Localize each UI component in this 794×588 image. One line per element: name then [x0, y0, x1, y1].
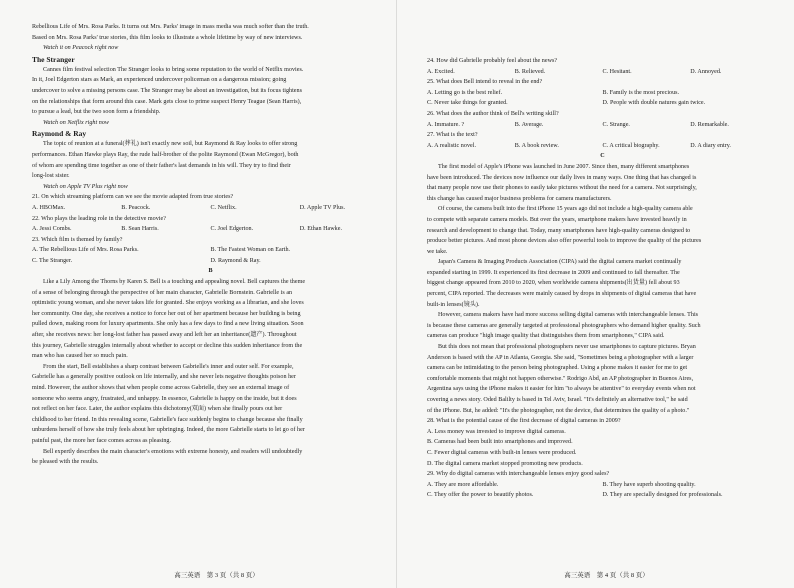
section-label: C [600, 153, 605, 160]
question-22-options [32, 224, 389, 235]
text-line: The first model of Apple's iPhone was launched in June 2007. Since then, many different smartphones [438, 163, 690, 170]
text-line: to pursue a lead, but the two soon form a friendship. [32, 109, 161, 116]
left-column [0, 22, 397, 468]
option: C. Never take things for granted. [427, 100, 508, 107]
option: A. Letting go is the best relief. [427, 89, 503, 96]
text-line: long-lost sister. [32, 173, 70, 180]
question-21-options [32, 203, 389, 214]
option: B. They have superb shooting quality. [602, 481, 696, 488]
question-25-options [427, 88, 778, 99]
option: A. The Rebellious Life of Mrs. Rosa Parks. [32, 247, 139, 254]
text-line: unburdens herself of how she truly feels about her upbringing. Indeed, the more Gabrielle starts to let go of her [32, 427, 305, 434]
text-line: someone who seems angry, frustrated, and unhappy. In essence, Gabrielle is happy on the inside, but it does [32, 395, 297, 402]
text-line: percent, CIPA reported. The decreases were mainly caused by drops in shipments of digital cameras that have [427, 291, 697, 298]
text-line: of the iPhone. But, he added: "It's the photographer, not the device, that determines the quality of a photo." [427, 407, 690, 414]
text-line: Based on Mrs. Rosa Parks' true stories, this film looks to illustrate a whole lifetime by way of new interviews. [32, 34, 303, 41]
text-line: not reflect on her face. Later, the author explains this dichotomy(双面) when she finally pours out her [32, 406, 283, 413]
option: B. A book review. [514, 142, 559, 149]
option: A. Jessi Combs. [32, 226, 72, 233]
option: D. A diary entry. [690, 142, 731, 149]
text-line: cameras can produce "high image quality that distinguishes them from smartphones," CIPA said. [427, 333, 665, 340]
text-line: comfortable moments that might not happen otherwise." Rodrigo Abd, an AP photographer in Buenos Aires, [427, 375, 694, 382]
text-line: Rebellious Life of Mrs. Rosa Parks. It turns out Mrs. Parks' image in mass media was much softer than the truth. [32, 24, 309, 30]
text-line: to compete with separate camera models. But over the years, smartphone makers have invested heavily in [427, 216, 687, 223]
text-line: Gabrielle has a generally positive outlook on life internally, and she never lets negative thoughts poison her [32, 374, 296, 381]
question-21: 21. On which streaming platform can we see the movie adapted from true stories? [32, 194, 234, 201]
text-line: man who has caused her so much pain. [32, 353, 128, 360]
text-line: undercover to solve a missing persons case. The Stranger may be about an investigation, but its focus tightens [32, 87, 302, 94]
text-line: But this does not mean that professional photographers never use smartphones to capture pictures. Bryan [438, 344, 696, 351]
text-line: painful past, the more her face comes across as pleasing. [32, 437, 172, 444]
option: B. The Fastest Woman on Earth. [210, 247, 291, 254]
watch-note: Watch on Netflix right now [43, 119, 109, 126]
option: C. Netflix. [210, 204, 237, 211]
text-line: Bell expertly describes the main character's emotions with extreme honesty, and readers will undoubtedly [43, 448, 303, 455]
text-line: childhood to her friend. In this revealing scene, Gabrielle's face suddenly begins to change because she finally [32, 416, 303, 423]
text-line: research and development to change that. Today, many smartphones have high-quality cameras designed to [427, 227, 691, 234]
text-line: biggest change appeared from 2010 to 2020, when worldwide camera shipments(出货量) fell about 93 [427, 280, 680, 287]
text-line: her community. One day, she receives a notice to force her out of her apartment because her building is being [32, 310, 301, 317]
text-line: In it, Joel Edgerton stars as Mark, an experienced undercover policeman on a dangerous mission; going [32, 77, 287, 84]
question-29-options [427, 490, 778, 501]
option: D. The digital camera market stopped promoting new products. [427, 460, 583, 467]
text-line: is because these cameras are generally targeted at professional photographers who demand higher quality. Such [427, 322, 701, 329]
option: C. Fewer digital cameras with built-in lenses were produced. [427, 449, 577, 456]
watch-note: Watch it on Peacock right now [43, 45, 119, 52]
option: C. They offer the power to beautify photos. [427, 492, 534, 499]
option: A. HBOMax. [32, 204, 66, 211]
question-23: 23. Which film is themed by family? [32, 236, 123, 243]
option: D. Ethan Hawke. [299, 226, 343, 233]
text-line: Of course, the camera built into the first iPhone 15 years ago did not include a high-quality camera able [438, 206, 693, 213]
option: C. The Stranger. [32, 257, 73, 264]
option: A. They are more affordable. [427, 481, 499, 488]
text-line: However, camera makers have had more success selling digital cameras with interchangeable lenses. This [438, 312, 699, 319]
text-line: performances. Ethan Hawke plays Ray, the rude half-brother of the polite Raymond (Ewan McGregor), both [32, 151, 299, 158]
text-line: we take. [427, 248, 448, 255]
text-line: Anderson is based with the AP in Atlanta, Georgia. She said, "Sometimes being a photographer with a larger [427, 354, 694, 361]
option: B. Relieved. [514, 68, 546, 75]
question-29-options [427, 480, 778, 491]
section-label: B [208, 268, 213, 275]
option: A. A realistic novel. [427, 142, 476, 149]
page-footer: 高三英语 第 3 页（共 8 页） [174, 572, 259, 579]
page-footer: 高三英语 第 4 页（共 8 页） [564, 572, 649, 579]
option: C. Hesitant. [602, 68, 632, 75]
text-line: Japan's Camera & Imaging Products Association (CIPA) said the digital camera market continually [438, 259, 682, 266]
question-23-options [32, 256, 389, 267]
option: D. People with double natures gain twice. [602, 100, 706, 107]
option: D. Apple TV Plus. [299, 204, 346, 211]
option: A. Less money was invested to improve digital cameras. [427, 428, 566, 435]
film-heading: The Stranger [32, 54, 75, 64]
question-26: 26. What does the author think of Bell's writing skill? [427, 110, 559, 117]
question-23-options [32, 245, 389, 256]
question-25: 25. What does Bell intend to reveal in the end? [427, 79, 543, 86]
text-line: optimistic young woman, and she never takes life for granted. She enjoys working as a librarian, and she loves [32, 300, 304, 307]
text-line: this journey, Gabrielle struggles internally about whether to accept or decline this sudden inheritance from the [32, 342, 303, 349]
text-line: The topic of reunion at a funeral(葬礼) isn't exactly new soil, but Raymond & Ray looks to offer strong [43, 141, 298, 148]
option: D. Raymond & Ray. [210, 257, 261, 264]
text-line: camera can be intimidating to the person being photographed. Using a phone makes it easier for me to get [427, 365, 688, 372]
option: C. Joel Edgerton. [210, 226, 254, 233]
text-line: Like a Lily Among the Thorns by Karen S. Bell is a touching and appealing novel. Bell captures the theme [43, 279, 306, 286]
option: B. Cameras had been built into smartphones and improved. [427, 439, 573, 446]
text-line: of whom are spending time together as one of their father's last demands in his will. They try to find their [32, 162, 291, 169]
text-line: be pleased with the results. [32, 459, 99, 466]
text-line: that many people now use their phones to easily take pictures without the need for a camera. Not surprisingly, [427, 185, 697, 192]
option: A. Excited. [427, 68, 455, 75]
right-column [397, 56, 794, 501]
film-heading: Raymond & Ray [32, 129, 87, 139]
text-line: pulled down, making room for luxury apartments. She only has a few days to find a new living situation. Soon [32, 321, 304, 328]
text-line: mind. However, the author shows that when people come across Gabrielle, they see an external image of [32, 385, 290, 391]
option: B. Peacock. [121, 204, 151, 211]
option: D. They are specially designed for professionals. [602, 492, 723, 499]
option: B. Average. [514, 121, 544, 128]
text-line: after, she receives news: her long-lost father has passed away and left her an inheritance(遗产). Throughout [32, 332, 297, 339]
question-25-options [427, 98, 778, 109]
text-line: of a sense of belonging through the perspective of her main character, Gabrielle Bornstein. Gabrielle is an [32, 289, 293, 296]
option: C. Strange. [602, 121, 630, 128]
right-page [397, 0, 794, 588]
text-line: built-in lenses(镜头). [427, 301, 480, 308]
text-line: covering a news story. Oded Balilty is based in Tel Aviv, Israel. "It's definitely an alternative tool," he said [427, 397, 688, 403]
text-line: Argentina says using the iPhone makes it easier for him "to always be attentive" to everyday events when not [427, 386, 696, 393]
option: B. Family is the most precious. [602, 89, 680, 96]
question-24-options [427, 67, 778, 78]
text-line: From the start, Bell establishes a sharp contrast between Gabrielle's inner and outer self. For example, [43, 363, 294, 370]
option: A. Immature. ? [427, 121, 465, 128]
question-29: 29. Why do digital cameras with interchangeable lenses enjoy good sales? [427, 471, 610, 478]
watch-note: Watch on Apple TV Plus right now [43, 183, 128, 190]
question-27: 27. What is the text? [427, 132, 478, 139]
text-line: on the relationships that form around this case. Mark gets close to prime suspect Henry Teague (Sean Harris), [32, 98, 302, 105]
option: D. Remarkable. [690, 121, 729, 128]
option: B. Sean Harris. [121, 226, 159, 233]
option: C. A critical biography. [602, 142, 660, 149]
question-28: 28. What is the potential cause of the first decrease of digital cameras in 2009? [427, 418, 621, 425]
question-22: 22. Who plays the leading role in the detective movie? [32, 215, 166, 222]
question-27-options [427, 141, 778, 152]
text-line: expanded starting in 1999. It experienced its first decrease in 2009 and continued to fall thereafter. The [427, 269, 680, 276]
question-26-options [427, 120, 778, 131]
text-line: this change has caused major business problems for camera manufacturers. [427, 195, 612, 202]
text-line: Cannes film festival selection The Stranger looks to bring some reputation to the world of Netflix movies. [43, 66, 304, 73]
text-line: produce better pictures. And most phone devices also offer powerful tools to improve the quality of the pictures [427, 238, 702, 245]
option: D. Annoyed. [690, 68, 722, 75]
question-24: 24. How did Gabrielle probably feel about the news? [427, 58, 558, 64]
text-line: have been introduced. The devices now influence our daily lives in many ways. One thing that has changed is [427, 174, 697, 181]
